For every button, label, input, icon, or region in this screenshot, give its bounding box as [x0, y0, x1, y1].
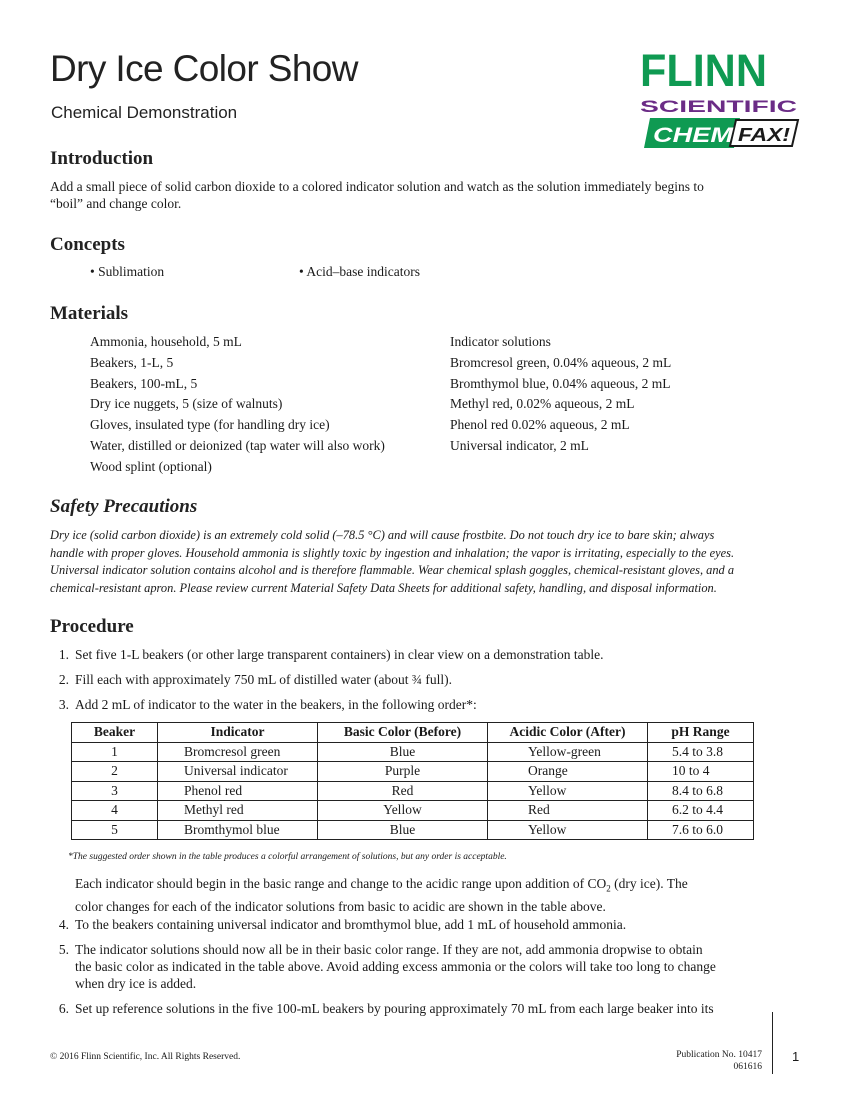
- material-item: Beakers, 1-L, 5: [90, 354, 174, 370]
- step-text: Set five 1-L beakers (or other large transparent containers) in clear view on a demonstration table.: [75, 647, 604, 662]
- table-cell: Yellow: [488, 781, 648, 801]
- material-item: Beakers, 100-mL, 5: [90, 375, 198, 391]
- table-cell: 6.2 to 4.4: [648, 801, 754, 821]
- table-row: [72, 820, 754, 840]
- table-cell: Yellow: [488, 820, 648, 840]
- step-number: 2.: [58, 672, 69, 687]
- safety-line: chemical-resistant apron. Please review current Material Safety Data Sheets for additional safety, handling, and disposal information.: [50, 580, 717, 595]
- table-row: [72, 762, 754, 782]
- material-item: Bromthymol blue, 0.04% aqueous, 2 mL: [450, 375, 671, 391]
- concepts-heading: Concepts: [50, 234, 125, 255]
- material-item: Gloves, insulated type (for handling dry ice): [90, 417, 330, 433]
- step-number: 6.: [58, 1001, 69, 1016]
- table-cell: Blue: [318, 820, 488, 840]
- procedure-heading: Procedure: [50, 616, 134, 637]
- step-5-line-2: the basic color as indicated in the table above. Avoid adding excess ammonia or the colors will take too long to change: [75, 959, 716, 974]
- step-5-line-1: The indicator solutions should now all be in their basic color range. If they are not, add ammonia dropwise to obtain: [75, 942, 703, 957]
- material-item: Wood splint (optional): [90, 458, 212, 474]
- step-text: [75, 941, 775, 992]
- table-cell: 8.4 to 6.8: [648, 781, 754, 801]
- table-cell: 10 to 4: [648, 762, 754, 782]
- table-cell: 3: [72, 781, 158, 801]
- table-row: [72, 742, 754, 762]
- material-item: Universal indicator, 2 mL: [450, 437, 589, 453]
- after-table-line-1-start: Each indicator should begin in the basic range and change to the acidic range upon addition of CO: [75, 876, 607, 891]
- table-cell: Orange: [488, 762, 648, 782]
- introduction-heading: Introduction: [50, 148, 154, 169]
- step-text: To the beakers containing universal indicator and bromthymol blue, add 1 mL of household ammonia.: [75, 917, 627, 932]
- table-header-cell: pH Range: [648, 723, 754, 743]
- table-row: [72, 781, 754, 801]
- material-item: Water, distilled or deionized (tap water will also work): [90, 437, 385, 453]
- logo-chem-text: CHEM: [653, 124, 734, 147]
- after-table-line-2: color changes for each of the indicator solutions from basic to acidic are shown in the table above.: [75, 898, 606, 914]
- materials-heading: Materials: [50, 303, 129, 324]
- footer-copyright: © 2016 Flinn Scientific, Inc. All Rights Reserved.: [50, 1052, 241, 1062]
- material-item: Phenol red 0.02% aqueous, 2 mL: [450, 417, 630, 433]
- material-item: Bromcresol green, 0.04% aqueous, 2 mL: [450, 354, 672, 370]
- after-table-line-1-end: (dry ice). The: [610, 876, 688, 891]
- materials-left-column: [90, 332, 385, 478]
- material-item: Dry ice nuggets, 5 (size of walnuts): [90, 396, 283, 412]
- table-cell: Phenol red: [158, 781, 318, 801]
- safety-line: Universal indicator solution contains alcohol and is therefore flammable. Wear chemical splash goggles, chemical-resistant gloves, and a: [50, 563, 735, 577]
- introduction-text: [50, 178, 770, 212]
- material-item: Indicator solutions: [450, 334, 551, 349]
- table-header-cell: Acidic Color (After): [488, 723, 648, 743]
- table-cell: 7.6 to 6.0: [648, 820, 754, 840]
- step-number: 3.: [58, 697, 69, 712]
- step-text: Set up reference solutions in the five 100-mL beakers by pouring approximately 70 mL from each large beaker into its: [75, 1001, 714, 1016]
- concept-item: • Sublimation: [90, 264, 165, 279]
- co2-subscript: 2: [606, 883, 611, 894]
- table-header-row: [72, 723, 754, 743]
- table-row: [72, 801, 754, 821]
- logo-scientific-text: SCIENTIFIC: [640, 97, 797, 116]
- publication-number: Publication No. 10417: [676, 1050, 762, 1060]
- table-cell: 5: [72, 820, 158, 840]
- flinn-scientific-chemfax-logo: [640, 50, 802, 150]
- document-title: Dry Ice Color Show: [50, 48, 358, 89]
- table-cell: 1: [72, 742, 158, 762]
- footer-divider: [772, 1012, 773, 1074]
- table-cell: Blue: [318, 742, 488, 762]
- footer-publication: [600, 1049, 762, 1073]
- table-cell: Yellow-green: [488, 742, 648, 762]
- introduction-line-1: Add a small piece of solid carbon dioxide to a colored indicator solution and watch as the solution immediately begins to: [50, 179, 704, 194]
- material-item: Ammonia, household, 5 mL: [90, 334, 242, 349]
- table-footnote: *The suggested order shown in the table produces a colorful arrangement of solutions, but any order is acceptable.: [68, 852, 507, 862]
- materials-right-column: [450, 332, 671, 457]
- table-cell: Bromcresol green: [158, 742, 318, 762]
- safety-line: handle with proper gloves. Household ammonia is slightly toxic by ingestion and inhalation; the vapor is irritating, especially to the eyes.: [50, 545, 735, 560]
- table-header-cell: Beaker: [72, 723, 158, 743]
- introduction-line-2: “boil” and change color.: [50, 196, 182, 211]
- material-item: Methyl red, 0.02% aqueous, 2 mL: [450, 396, 635, 412]
- safety-line: Dry ice (solid carbon dioxide) is an extremely cold solid (–78.5 °C) and will cause frostbite. Do not touch dry ice to bare skin; always: [50, 528, 715, 542]
- safety-heading: Safety Precautions: [50, 496, 198, 517]
- table-header-cell: Indicator: [158, 723, 318, 743]
- document-subtitle: Chemical Demonstration: [51, 103, 238, 122]
- publication-code: 061616: [733, 1062, 762, 1072]
- table-cell: 5.4 to 3.8: [648, 742, 754, 762]
- table-cell: Methyl red: [158, 801, 318, 821]
- step-number: 4.: [58, 917, 69, 932]
- logo-fax-text: FAX!: [738, 125, 790, 145]
- step-text: Add 2 mL of indicator to the water in the beakers, in the following order*:: [75, 697, 477, 712]
- table-header-cell: Basic Color (Before): [318, 723, 488, 743]
- step-number: 1.: [58, 647, 69, 662]
- step-number: 5.: [58, 942, 69, 957]
- step-5-line-3: when dry ice is added.: [75, 976, 197, 991]
- table-cell: 2: [72, 762, 158, 782]
- table-cell: Red: [318, 781, 488, 801]
- concept-item: • Acid–base indicators: [299, 264, 420, 279]
- indicator-table: [71, 722, 754, 840]
- page-number: 1: [792, 1049, 800, 1064]
- step-text: Fill each with approximately 750 mL of distilled water (about ¾ full).: [75, 672, 453, 687]
- table-cell: Bromthymol blue: [158, 820, 318, 840]
- table-cell: Purple: [318, 762, 488, 782]
- table-cell: 4: [72, 801, 158, 821]
- table-cell: Universal indicator: [158, 762, 318, 782]
- safety-text: [50, 527, 780, 597]
- logo-flinn-text: FLINN: [640, 50, 767, 96]
- after-table-line-1: [75, 875, 775, 898]
- table-cell: Red: [488, 801, 648, 821]
- table-cell: Yellow: [318, 801, 488, 821]
